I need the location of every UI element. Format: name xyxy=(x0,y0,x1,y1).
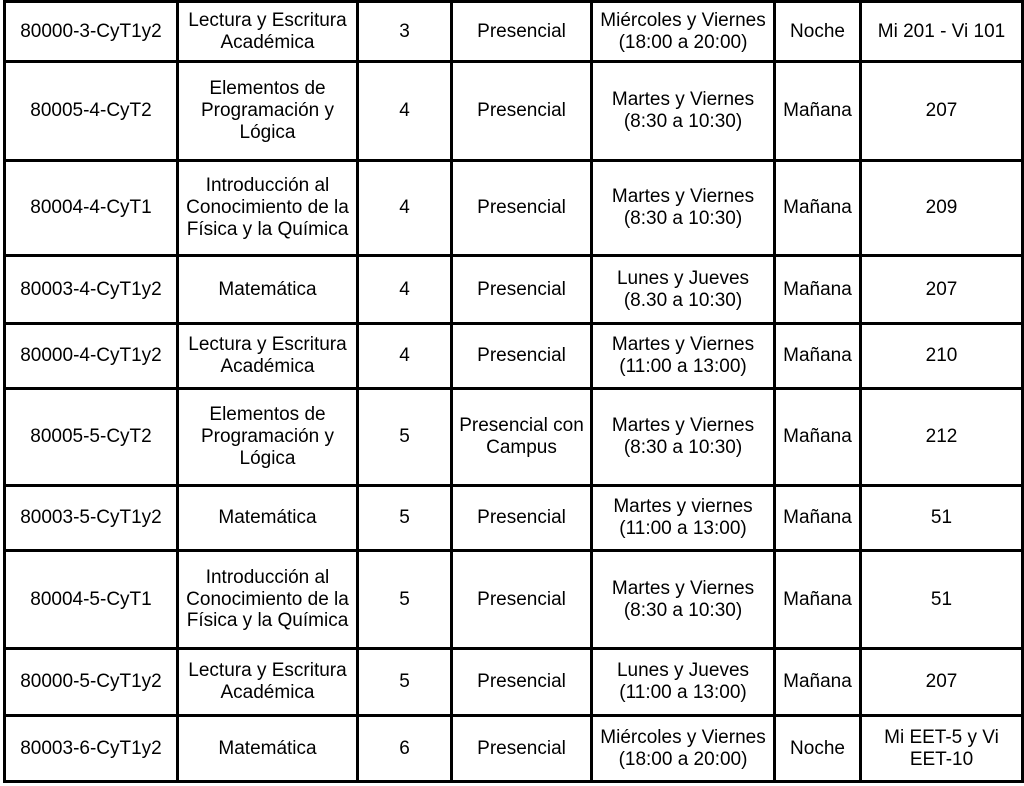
room-cell: 51 xyxy=(861,551,1023,649)
table-row xyxy=(5,551,1023,649)
schedule-days: Miércoles y Viernes xyxy=(600,9,766,31)
room-cell: 51 xyxy=(861,486,1023,551)
schedule-cell xyxy=(592,256,775,324)
schedule-time: (8.30 a 10:30) xyxy=(623,289,743,311)
room-cell: 209 xyxy=(861,161,1023,256)
schedule-cell xyxy=(592,389,775,486)
table-row xyxy=(5,2,1023,62)
commission-cell: 4 xyxy=(358,62,452,161)
commission-cell: 4 xyxy=(358,161,452,256)
modality-cell: Presencial xyxy=(452,256,592,324)
schedule-cell xyxy=(592,324,775,389)
commission-cell: 4 xyxy=(358,256,452,324)
schedule-time: (18:00 a 20:00) xyxy=(618,748,748,770)
course-code-cell: 80003-6-CyT1y2 xyxy=(5,716,178,782)
shift-cell: Mañana xyxy=(775,324,861,389)
shift-cell: Mañana xyxy=(775,256,861,324)
shift-cell: Mañana xyxy=(775,649,861,716)
course-schedule-table xyxy=(3,0,1024,783)
table-row xyxy=(5,486,1023,551)
modality-cell: Presencial xyxy=(452,62,592,161)
course-code-cell: 80000-4-CyT1y2 xyxy=(5,324,178,389)
schedule-time: (8:30 a 10:30) xyxy=(623,437,743,458)
schedule-days: Lunes y Jueves xyxy=(616,267,750,289)
table-row xyxy=(5,161,1023,256)
course-code-cell: 80000-5-CyT1y2 xyxy=(5,649,178,716)
schedule-time: (11:00 a 13:00) xyxy=(619,682,747,703)
shift-cell: Mañana xyxy=(775,551,861,649)
room-cell: 212 xyxy=(861,389,1023,486)
room-cell: 207 xyxy=(861,62,1023,161)
course-name-cell: Elementos de Programación y Lógica xyxy=(178,389,358,486)
schedule-time: (11:00 a 13:00) xyxy=(619,518,747,539)
commission-cell: 5 xyxy=(358,389,452,486)
commission-cell: 5 xyxy=(358,649,452,716)
shift-cell: Mañana xyxy=(775,161,861,256)
room-cell: Mi 201 - Vi 101 xyxy=(861,2,1023,62)
course-name-cell: Elementos de Programación y Lógica xyxy=(178,62,358,161)
room-cell: 207 xyxy=(861,256,1023,324)
table-row xyxy=(5,389,1023,486)
schedule-cell xyxy=(592,161,775,256)
schedule-days: Miércoles y Viernes xyxy=(600,726,766,748)
table-row xyxy=(5,649,1023,716)
schedule-cell xyxy=(592,649,775,716)
schedule-cell xyxy=(592,62,775,161)
schedule-time: (8:30 a 10:30) xyxy=(623,599,743,621)
course-name-cell: Matemática xyxy=(178,486,358,551)
schedule-days: Martes y Viernes xyxy=(611,186,755,208)
shift-cell: Noche xyxy=(775,2,861,62)
schedule-time: (8:30 a 10:30) xyxy=(623,208,743,229)
room-cell: 207 xyxy=(861,649,1023,716)
schedule-time: (11:00 a 13:00) xyxy=(619,356,747,377)
table-row xyxy=(5,716,1023,782)
course-code-cell: 80005-4-CyT2 xyxy=(5,62,178,161)
course-name-cell: Lectura y Escritura Académica xyxy=(178,2,358,62)
modality-cell: Presencial con Campus xyxy=(452,389,592,486)
schedule-cell xyxy=(592,551,775,649)
shift-cell: Mañana xyxy=(775,486,861,551)
modality-cell: Presencial xyxy=(452,2,592,62)
table-row xyxy=(5,256,1023,324)
course-name-cell: Introducción al Conocimiento de la Física y la Química xyxy=(178,551,358,649)
schedule-days: Martes y viernes xyxy=(613,496,753,518)
room-cell: Mi EET-5 y Vi EET-10 xyxy=(861,716,1023,782)
schedule-days: Martes y Viernes xyxy=(611,415,755,437)
course-code-cell: 80004-5-CyT1 xyxy=(5,551,178,649)
room-cell: 210 xyxy=(861,324,1023,389)
course-code-cell: 80004-4-CyT1 xyxy=(5,161,178,256)
course-code-cell: 80003-4-CyT1y2 xyxy=(5,256,178,324)
schedule-cell xyxy=(592,2,775,62)
commission-cell: 3 xyxy=(358,2,452,62)
table-row xyxy=(5,62,1023,161)
commission-cell: 6 xyxy=(358,716,452,782)
schedule-days: Lunes y Jueves xyxy=(616,660,750,682)
commission-cell: 4 xyxy=(358,324,452,389)
schedule-time: (8:30 a 10:30) xyxy=(623,111,743,132)
shift-cell: Mañana xyxy=(775,389,861,486)
shift-cell: Mañana xyxy=(775,62,861,161)
table-row xyxy=(5,324,1023,389)
course-name-cell: Matemática xyxy=(178,716,358,782)
schedule-time: (18:00 a 20:00) xyxy=(618,31,748,53)
course-code-cell: 80005-5-CyT2 xyxy=(5,389,178,486)
schedule-days: Martes y Viernes xyxy=(611,334,755,356)
course-code-cell: 80003-5-CyT1y2 xyxy=(5,486,178,551)
course-name-cell: Matemática xyxy=(178,256,358,324)
course-name-cell: Lectura y Escritura Académica xyxy=(178,649,358,716)
modality-cell: Presencial xyxy=(452,324,592,389)
course-code-cell: 80000-3-CyT1y2 xyxy=(5,2,178,62)
modality-cell: Presencial xyxy=(452,649,592,716)
schedule-days: Martes y Viernes xyxy=(611,89,755,111)
course-name-cell: Lectura y Escritura Académica xyxy=(178,324,358,389)
modality-cell: Presencial xyxy=(452,551,592,649)
modality-cell: Presencial xyxy=(452,716,592,782)
commission-cell: 5 xyxy=(358,486,452,551)
schedule-cell xyxy=(592,486,775,551)
commission-cell: 5 xyxy=(358,551,452,649)
shift-cell: Noche xyxy=(775,716,861,782)
course-name-cell: Introducción al Conocimiento de la Física y la Química xyxy=(178,161,358,256)
schedule-cell xyxy=(592,716,775,782)
modality-cell: Presencial xyxy=(452,161,592,256)
schedule-days: Martes y Viernes xyxy=(611,577,755,599)
modality-cell: Presencial xyxy=(452,486,592,551)
